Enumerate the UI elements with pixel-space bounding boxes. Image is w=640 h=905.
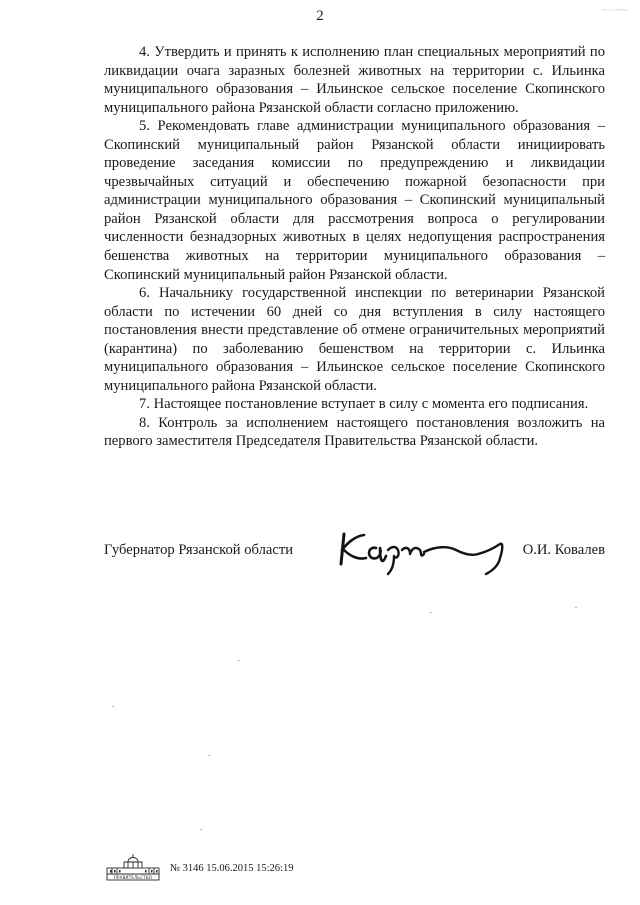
document-footer	[104, 852, 364, 882]
registration-number-stamp: № 3146 15.06.2015 15:26:19	[170, 863, 294, 874]
footer-logo-caption: ПРАВИТЕЛЬСТВО	[113, 875, 153, 880]
signer-name: О.И. Ковалев	[522, 542, 605, 558]
paragraph-item-5: 5. Рекомендовать главе администрации муниципального образования – Скопинский муниципальный район Рязанской области инициировать проведение заседания комиссии по предупреждению и ликвидации чрезвычайных ситуаций и обеспечению пожарной безопасности при администрации муниципального образования – Скопинский муниципальный район Рязанской области для рассмотрения вопроса о регулировании численности безнадзорных животных в целях недопущения распространения бешенства животных на территории муниципального образования – Скопинский муниципальный район Рязанской области.	[104, 118, 605, 283]
scan-corner-mark: ~····~~~·	[602, 8, 628, 14]
handwritten-signature	[336, 520, 510, 576]
signer-title: Губернатор Рязанской области	[104, 542, 294, 558]
signature-block	[104, 520, 605, 580]
document-body	[104, 43, 605, 451]
paragraph-item-8: 8. Контроль за исполнением настоящего постановления возложить на первого заместителя Председателя Правительства Рязанской области.	[104, 414, 605, 450]
page-number: 2	[316, 8, 324, 24]
paragraph-item-6: 6. Начальнику государственной инспекции по ветеринарии Рязанской области по истечении 60 дней со дня вступления в силу настоящего постановления внести представление об отмене ограничительных мероприятий (карантина) по заболеванию бешенством на территории с. Ильинка муниципального образования – Ильинское сельское поселение Скопинского муниципального района Рязанской области.	[104, 285, 605, 394]
paragraph-item-4: 4. Утвердить и принять к исполнению план специальных мероприятий по ликвидации очага заразных болезней животных на территории с. Ильинка муниципального образования – Ильинское сельское поселение Скопинского муниципального района Рязанской области согласно приложению.	[104, 44, 605, 116]
paragraph-item-7: 7. Настоящее постановление вступает в силу с момента его подписания.	[139, 396, 589, 413]
